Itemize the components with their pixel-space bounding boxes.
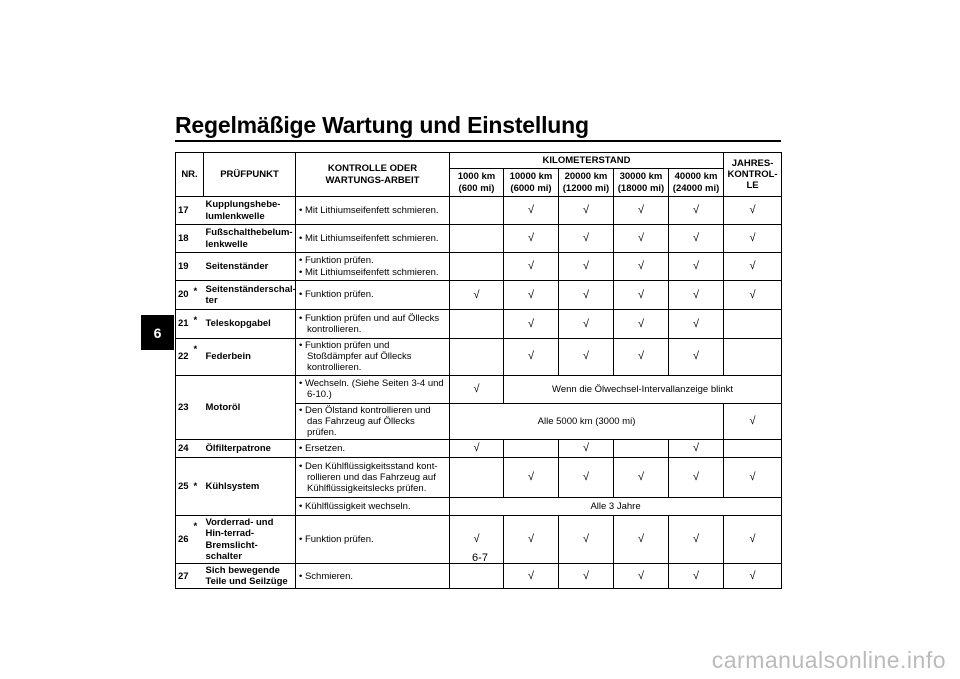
check-item: Seitenständerschal-ter bbox=[204, 281, 296, 310]
check-mark bbox=[724, 310, 782, 339]
check-mark: √ bbox=[669, 310, 724, 339]
check-mark: √ bbox=[669, 458, 724, 498]
check-mark: √ bbox=[724, 197, 782, 225]
header-kontrolle: KONTROLLE ODER WARTUNGS-ARBEIT bbox=[296, 153, 450, 197]
check-mark bbox=[450, 339, 504, 376]
check-mark: √ bbox=[559, 310, 614, 339]
header-jahreskontrolle: JAHRES-KONTROL-LE bbox=[724, 153, 782, 197]
check-mark bbox=[450, 225, 504, 253]
check-mark: √ bbox=[504, 339, 559, 376]
check-mark: √ bbox=[669, 281, 724, 310]
check-mark bbox=[724, 440, 782, 458]
check-item: Kühlsystem bbox=[204, 458, 296, 516]
action-text: • Funktion prüfen und auf Öllecks kontrollieren. bbox=[299, 312, 440, 335]
check-item: Ölfilterpatrone bbox=[204, 440, 296, 458]
check-mark: √ bbox=[724, 458, 782, 498]
check-mark: √ bbox=[614, 516, 669, 564]
row-number: 25 bbox=[176, 458, 194, 516]
header-km-30000: 30000 km (18000 mi) bbox=[614, 169, 669, 197]
action-text: • Mit Lithiumseifenfett schmieren. bbox=[299, 232, 439, 244]
header-km-40000: 40000 km (24000 mi) bbox=[669, 169, 724, 197]
check-mark: √ bbox=[669, 564, 724, 589]
check-mark: √ bbox=[724, 225, 782, 253]
check-mark: √ bbox=[504, 225, 559, 253]
maintenance-table bbox=[175, 152, 782, 589]
check-item: Kupplungshebe-lumlenkwelle bbox=[204, 197, 296, 225]
check-mark: √ bbox=[559, 281, 614, 310]
check-mark bbox=[724, 339, 782, 376]
dealer-mark bbox=[194, 197, 204, 225]
action-cell bbox=[296, 498, 450, 516]
table-row bbox=[176, 375, 782, 403]
check-mark bbox=[450, 197, 504, 225]
action-cell bbox=[296, 225, 450, 253]
check-mark: √ bbox=[504, 253, 559, 281]
table-row bbox=[176, 310, 782, 339]
table-row bbox=[176, 564, 782, 589]
check-mark: √ bbox=[614, 458, 669, 498]
check-mark: √ bbox=[669, 440, 724, 458]
action-cell bbox=[296, 564, 450, 589]
action-text: • Mit Lithiumseifenfett schmieren. bbox=[299, 204, 439, 216]
title-rule bbox=[175, 140, 781, 142]
check-mark: √ bbox=[724, 253, 782, 281]
dealer-mark: * bbox=[194, 458, 204, 516]
check-mark: √ bbox=[559, 458, 614, 498]
dealer-mark: * bbox=[194, 310, 204, 339]
action-text: • Funktion prüfen und Stoßdämpfer auf Öllecks kontrollieren. bbox=[299, 340, 412, 374]
check-mark: √ bbox=[450, 281, 504, 310]
action-text: • Schmieren. bbox=[299, 570, 354, 582]
action-cell bbox=[296, 403, 450, 440]
row-number: 24 bbox=[176, 440, 194, 458]
dealer-mark: * bbox=[194, 281, 204, 310]
check-mark: √ bbox=[669, 516, 724, 564]
check-mark: √ bbox=[724, 564, 782, 589]
check-mark: √ bbox=[724, 516, 782, 564]
action-cell bbox=[296, 197, 450, 225]
row-number: 20 bbox=[176, 281, 194, 310]
check-mark: √ bbox=[559, 253, 614, 281]
check-mark: √ bbox=[559, 197, 614, 225]
table-row bbox=[176, 225, 782, 253]
row-number: 18 bbox=[176, 225, 194, 253]
dealer-mark bbox=[194, 375, 204, 440]
check-mark: √ bbox=[724, 403, 782, 440]
dealer-mark bbox=[194, 225, 204, 253]
action-text: • Funktion prüfen. bbox=[299, 534, 374, 546]
check-mark: √ bbox=[724, 281, 782, 310]
table-row bbox=[176, 253, 782, 281]
table-row bbox=[176, 458, 782, 498]
check-mark bbox=[450, 310, 504, 339]
check-mark: √ bbox=[450, 516, 504, 564]
check-mark: √ bbox=[559, 440, 614, 458]
check-item: Vorderrad- und Hin-terrad-Bremslicht-schalter bbox=[204, 516, 296, 564]
table-row bbox=[176, 197, 782, 225]
check-mark: √ bbox=[614, 253, 669, 281]
row-number: 19 bbox=[176, 253, 194, 281]
dealer-mark bbox=[194, 564, 204, 589]
row-number: 21 bbox=[176, 310, 194, 339]
row-number: 17 bbox=[176, 197, 194, 225]
check-item: Teleskopgabel bbox=[204, 310, 296, 339]
page-title: Regelmäßige Wartung und Einstellung bbox=[175, 112, 589, 138]
check-mark: √ bbox=[614, 564, 669, 589]
table-row bbox=[176, 440, 782, 458]
interval-text: Alle 5000 km (3000 mi) bbox=[450, 403, 724, 440]
check-mark: √ bbox=[614, 281, 669, 310]
watermark: carmanualsonline.info bbox=[711, 647, 946, 673]
check-mark: √ bbox=[504, 458, 559, 498]
check-mark: √ bbox=[559, 225, 614, 253]
check-mark bbox=[450, 564, 504, 589]
check-mark: √ bbox=[669, 197, 724, 225]
table-row bbox=[176, 339, 782, 376]
check-mark: √ bbox=[669, 339, 724, 376]
action-text: • Mit Lithiumseifenfett schmieren. bbox=[299, 266, 439, 278]
check-mark: √ bbox=[504, 197, 559, 225]
action-cell bbox=[296, 253, 450, 281]
header-kilometerstand: KILOMETERSTAND bbox=[450, 153, 724, 169]
check-mark bbox=[450, 458, 504, 498]
action-text: • Funktion prüfen. bbox=[299, 289, 374, 301]
check-item: Motoröl bbox=[204, 375, 296, 440]
check-mark: √ bbox=[669, 225, 724, 253]
check-mark: √ bbox=[504, 281, 559, 310]
check-mark: √ bbox=[669, 253, 724, 281]
interval-text: Alle 3 Jahre bbox=[450, 498, 782, 516]
interval-text: Wenn die Ölwechsel-Intervallanzeige blinkt bbox=[504, 375, 782, 403]
action-text: • Funktion prüfen. bbox=[299, 255, 374, 267]
header-nr: NR. bbox=[176, 153, 204, 197]
check-mark: √ bbox=[614, 310, 669, 339]
check-mark: √ bbox=[614, 339, 669, 376]
action-cell bbox=[296, 375, 450, 403]
action-text: • Den Kühlflüssigkeitsstand kont-rollieren und das Fahrzeug auf Kühlflüssigkeitslecks prüfen. bbox=[299, 460, 438, 495]
check-mark: √ bbox=[614, 197, 669, 225]
header-km-20000: 20000 km (12000 mi) bbox=[559, 169, 614, 197]
action-cell bbox=[296, 440, 450, 458]
action-text: • Wechseln. (Siehe Seiten 3-4 und 6-10.) bbox=[299, 377, 444, 401]
action-cell bbox=[296, 339, 450, 376]
check-item: Fußschalthebelum-lenkwelle bbox=[204, 225, 296, 253]
action-text: • Ersetzen. bbox=[299, 443, 346, 455]
action-text: • Kühlflüssigkeit wechseln. bbox=[299, 501, 411, 513]
check-mark: √ bbox=[450, 440, 504, 458]
check-mark: √ bbox=[559, 339, 614, 376]
dealer-mark bbox=[194, 253, 204, 281]
dealer-mark: * bbox=[194, 516, 204, 564]
header-km-1000: 1000 km (600 mi) bbox=[450, 169, 504, 197]
table-body bbox=[176, 197, 782, 589]
row-number: 22 bbox=[176, 339, 194, 376]
check-mark: √ bbox=[559, 564, 614, 589]
row-number: 23 bbox=[176, 375, 194, 440]
check-item: Sich bewegende Teile und Seilzüge bbox=[204, 564, 296, 589]
action-cell bbox=[296, 281, 450, 310]
dealer-mark bbox=[194, 440, 204, 458]
header-km-10000: 10000 km (6000 mi) bbox=[504, 169, 559, 197]
row-number: 26 bbox=[176, 516, 194, 564]
check-mark: √ bbox=[504, 564, 559, 589]
page-number: 6-7 bbox=[472, 552, 488, 564]
check-mark: √ bbox=[450, 375, 504, 403]
check-item: Seitenständer bbox=[204, 253, 296, 281]
table-row bbox=[176, 281, 782, 310]
row-number: 27 bbox=[176, 564, 194, 589]
check-item: Federbein bbox=[204, 339, 296, 376]
header-pruefpunkt: PRÜFPUNKT bbox=[204, 153, 296, 197]
check-mark bbox=[614, 440, 669, 458]
check-mark: √ bbox=[504, 310, 559, 339]
chapter-tab: 6 bbox=[141, 315, 174, 350]
check-mark: √ bbox=[504, 516, 559, 564]
action-cell bbox=[296, 310, 450, 339]
action-text: • Den Ölstand kontrollieren und das Fahrzeug auf Öllecks prüfen. bbox=[299, 404, 431, 439]
dealer-mark: * bbox=[194, 339, 204, 376]
check-mark bbox=[450, 253, 504, 281]
check-mark: √ bbox=[559, 516, 614, 564]
check-mark: √ bbox=[614, 225, 669, 253]
action-cell bbox=[296, 458, 450, 498]
check-mark bbox=[504, 440, 559, 458]
